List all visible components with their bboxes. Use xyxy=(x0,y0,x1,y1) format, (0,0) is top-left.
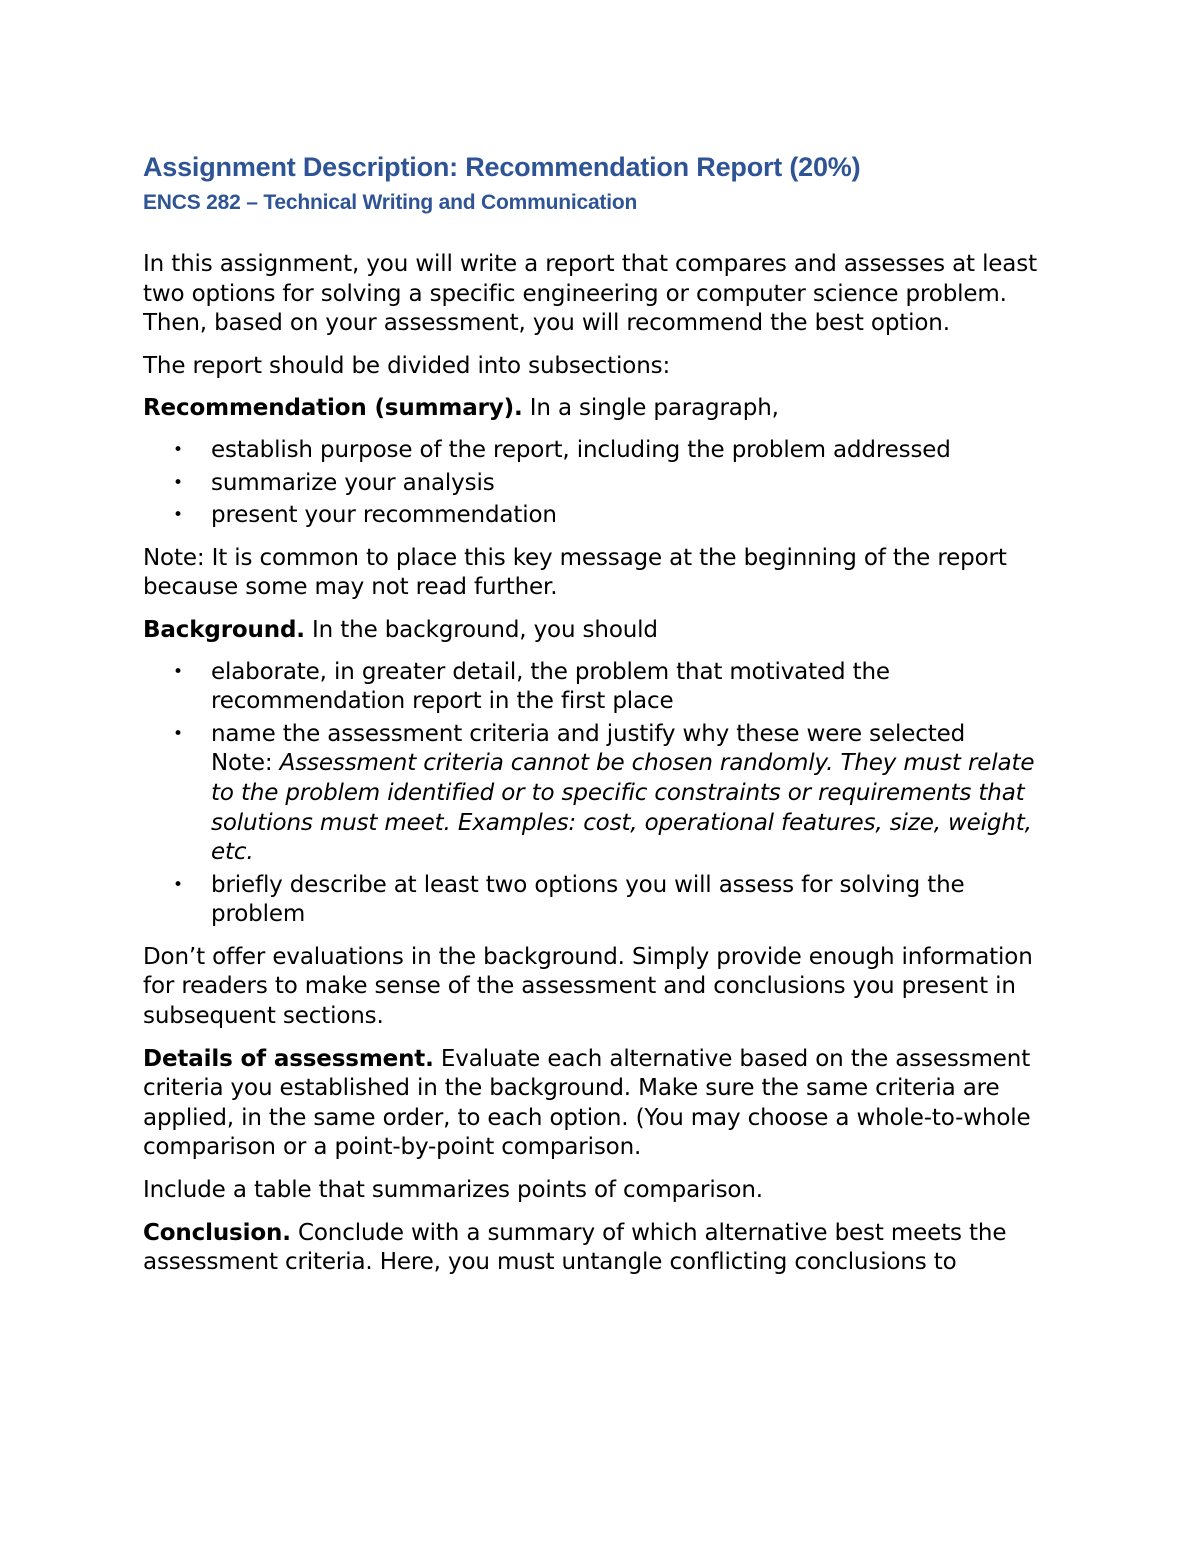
bullet-icon: • xyxy=(173,439,183,460)
background-lead: In the background, you should xyxy=(304,616,658,643)
recommendation-note: Note: It is common to place this key message at the beginning of the report because some may not read further. xyxy=(143,544,1007,601)
bullet-icon: • xyxy=(173,472,183,493)
recommendation-paragraph xyxy=(143,394,1063,424)
recommendation-heading: Recommendation (summary). xyxy=(143,395,523,422)
list-item: • summarize your analysis xyxy=(143,469,1063,499)
recommendation-bullet-list xyxy=(143,436,1063,531)
list-item: • establish purpose of the report, including the problem addressed xyxy=(143,436,1063,466)
list-item: • name the assessment criteria and justify why these were selected Note: Assessment criteria cannot be chosen randomly. They must relate to the problem identified or to specific constraints or requirements that solutions must meet. Examples: cost, operational features, size, weight, etc. xyxy=(173,720,1035,866)
criteria-note-prefix: Note: xyxy=(211,750,280,777)
conclusion-body: Conclude with a summary of which alternative best meets the assessment criteria. Here, you must untangle conflicting conclusions to xyxy=(143,1219,1007,1276)
intro-paragraph: In this assignment, you will write a report that compares and assesses at least two options for solving a specific engineering or computer science problem. Then, based on your assessment, you will recommend the best option. xyxy=(143,251,1037,337)
bullet-icon: • xyxy=(173,874,183,895)
bullet-icon: • xyxy=(173,505,183,526)
course-subtitle: ENCS 282 – Technical Writing and Communication xyxy=(143,191,638,214)
list-item: • elaborate, in greater detail, the problem that motivated the recommendation report in the first place xyxy=(173,658,890,715)
bullet-icon: • xyxy=(173,661,183,682)
conclusion-heading: Conclusion. xyxy=(143,1219,291,1246)
table-note: Include a table that summarizes points of comparison. xyxy=(143,1177,763,1204)
criteria-note-italic: Assessment criteria cannot be chosen randomly. They must relate to the problem identified or to specific constraints or requirements that solutions must meet. Examples: cost, operational features, size, weight, etc. xyxy=(211,750,1035,866)
background-paragraph xyxy=(143,616,1063,646)
subsections-intro: The report should be divided into subsections: xyxy=(143,352,671,379)
details-paragraph xyxy=(143,1045,1063,1163)
list-item: • present your recommendation xyxy=(143,501,1063,531)
bullet-icon: • xyxy=(173,723,183,744)
document-page xyxy=(143,148,1063,1278)
conclusion-paragraph xyxy=(143,1219,1063,1278)
recommendation-lead: In a single paragraph, xyxy=(522,395,779,422)
details-body: Evaluate each alternative based on the assessment criteria you established in the background. Make sure the same criteria are applied, in the same order, to each option. (You may choose a whole-to-whole comparison or a point-by-point comparison. xyxy=(143,1045,1031,1161)
background-closing: Don’t offer evaluations in the background. Simply provide enough information for readers to make sense of the assessment and conclusions you present in subsequent sections. xyxy=(143,943,1033,1030)
background-heading: Background. xyxy=(143,616,305,643)
background-bullet-list xyxy=(143,658,1063,930)
details-heading: Details of assessment. xyxy=(143,1045,434,1072)
document-title: Assignment Description: Recommendation Report (20%) xyxy=(143,152,861,182)
list-item: • briefly describe at least two options you will assess for solving the problem xyxy=(173,871,965,928)
